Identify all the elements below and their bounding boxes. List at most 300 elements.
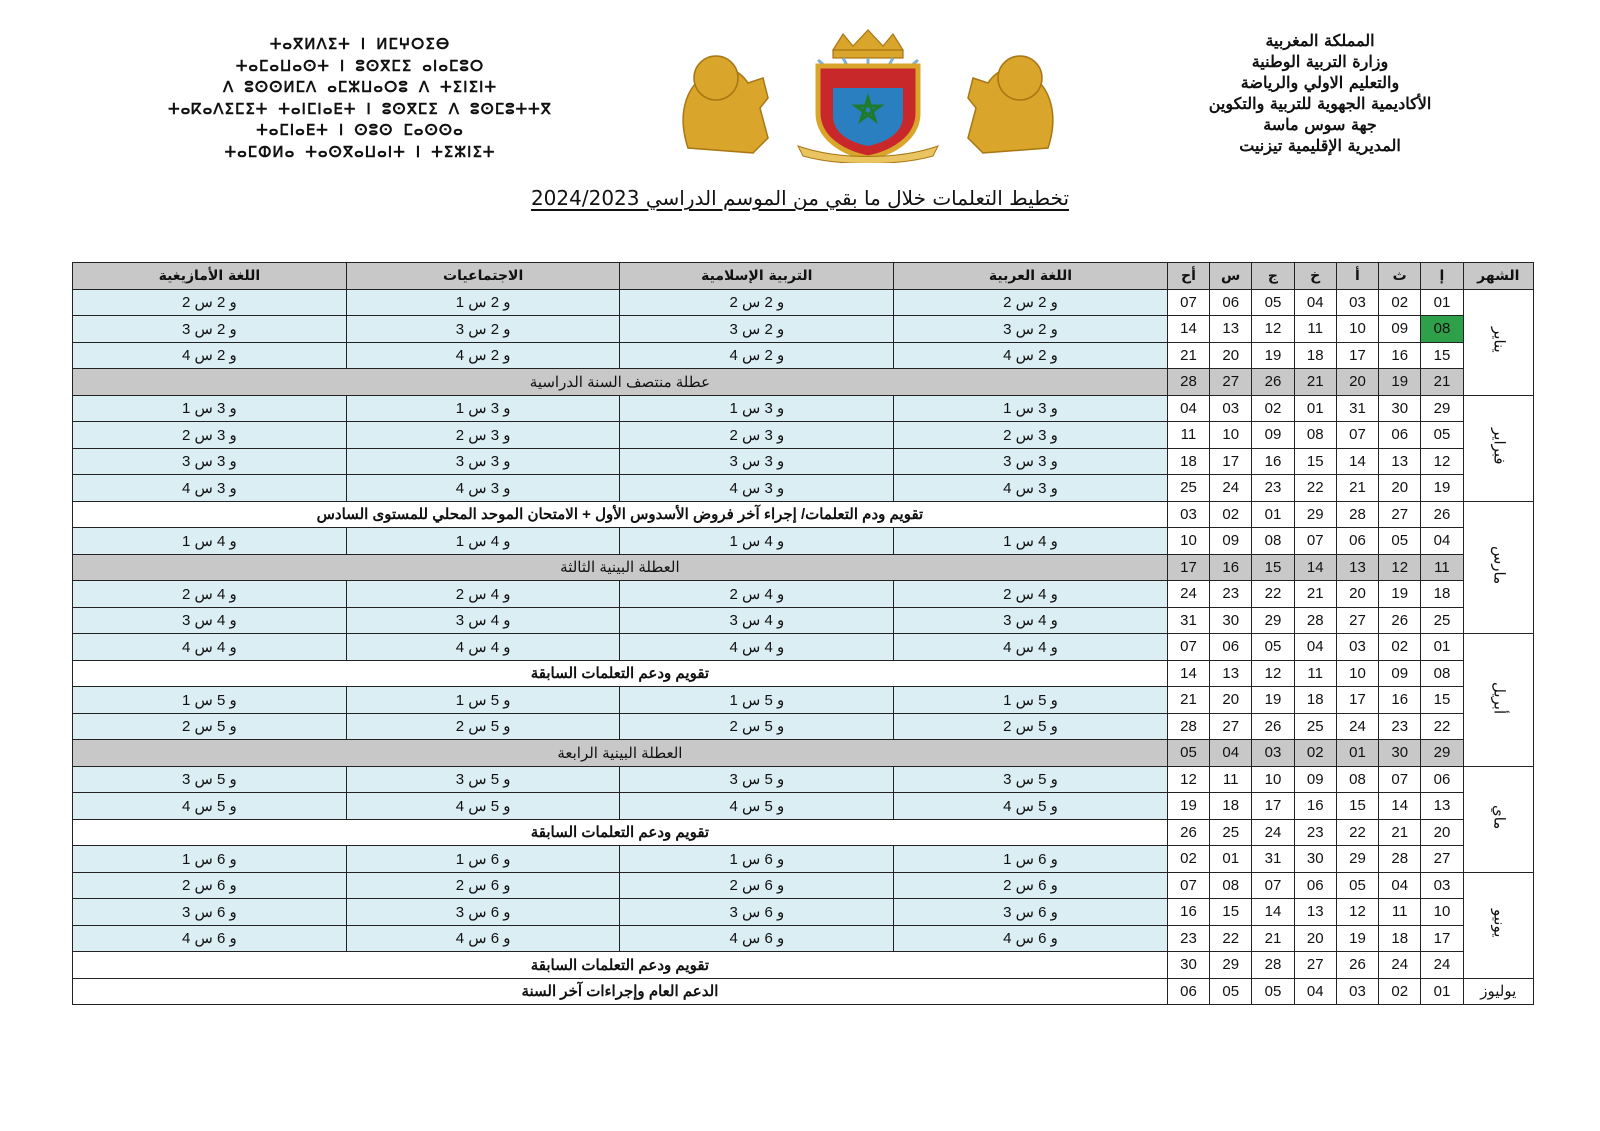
subject-cell: و 6 س 3 bbox=[346, 899, 620, 926]
learning-plan-table bbox=[72, 262, 1534, 1005]
day-cell: 24 bbox=[1167, 581, 1209, 608]
subject-cell: و 5 س 1 bbox=[894, 687, 1168, 714]
day-cell: 24 bbox=[1421, 952, 1463, 979]
note-cell: تقويم ودعم التعلمات السابقة bbox=[73, 819, 1168, 846]
table-row bbox=[73, 422, 1534, 449]
header-line: والتعليم الاولي والرياضة bbox=[1240, 73, 1400, 92]
day-cell: 20 bbox=[1336, 581, 1378, 608]
table-row bbox=[73, 740, 1534, 767]
day-cell: 05 bbox=[1336, 872, 1378, 899]
subject-cell: و 5 س 1 bbox=[346, 687, 620, 714]
day-cell: 02 bbox=[1294, 740, 1336, 767]
day-cell: 20 bbox=[1294, 925, 1336, 952]
subject-cell: و 4 س 4 bbox=[73, 634, 347, 661]
day-cell: 06 bbox=[1210, 289, 1252, 316]
table-row bbox=[73, 819, 1534, 846]
day-cell: 22 bbox=[1421, 713, 1463, 740]
day-cell: 30 bbox=[1210, 607, 1252, 634]
subject-cell: و 6 س 4 bbox=[620, 925, 894, 952]
day-cell: 31 bbox=[1336, 395, 1378, 422]
day-cell: 05 bbox=[1252, 289, 1294, 316]
table-row bbox=[73, 660, 1534, 687]
day-cell: 27 bbox=[1421, 846, 1463, 873]
day-cell: 19 bbox=[1336, 925, 1378, 952]
header-line: وزارة التربية الوطنية bbox=[1251, 52, 1389, 71]
day-cell: 21 bbox=[1336, 475, 1378, 502]
day-cell: 25 bbox=[1167, 475, 1209, 502]
day-cell: 16 bbox=[1167, 899, 1209, 926]
subject-cell: و 2 س 4 bbox=[894, 342, 1168, 369]
table-row bbox=[73, 793, 1534, 820]
subject-cell: و 4 س 2 bbox=[73, 581, 347, 608]
subject-cell: و 3 س 1 bbox=[346, 395, 620, 422]
month-label: أبريل bbox=[1490, 681, 1508, 714]
day-cell: 14 bbox=[1167, 316, 1209, 343]
subject-cell: و 5 س 4 bbox=[894, 793, 1168, 820]
day-cell: 03 bbox=[1336, 978, 1378, 1005]
day-cell: 23 bbox=[1252, 475, 1294, 502]
header-line: ⵜⴰⴽⴰⴷⵉⵎⵉⵜ ⵜⴰⵏⵎⵏⴰⴹⵜ ⵏ ⵓⵙⴳⵎⵉ ⴷ ⵓⵙⵎⵓⵜⵜⴳ bbox=[168, 99, 552, 118]
subject-cell: و 4 س 3 bbox=[620, 607, 894, 634]
column-header: أ bbox=[1336, 263, 1378, 290]
month-label: ماي bbox=[1490, 804, 1508, 830]
day-cell: 26 bbox=[1421, 501, 1463, 528]
month-cell bbox=[1463, 766, 1533, 872]
table-row bbox=[73, 554, 1534, 581]
table-row bbox=[73, 289, 1534, 316]
day-cell: 10 bbox=[1421, 899, 1463, 926]
subject-cell: و 4 س 4 bbox=[346, 634, 620, 661]
subject-cell: و 3 س 4 bbox=[73, 475, 347, 502]
column-header: اللغة الأمازيغية bbox=[73, 263, 347, 290]
day-cell: 25 bbox=[1210, 819, 1252, 846]
day-cell: 03 bbox=[1252, 740, 1294, 767]
day-cell: 24 bbox=[1336, 713, 1378, 740]
column-header: أح bbox=[1167, 263, 1209, 290]
subject-cell: و 4 س 2 bbox=[894, 581, 1168, 608]
table-row bbox=[73, 369, 1534, 396]
holiday-cell: العطلة البينية الثالثة bbox=[73, 554, 1168, 581]
day-cell: 16 bbox=[1379, 687, 1421, 714]
day-cell: 28 bbox=[1167, 369, 1209, 396]
subject-cell: و 5 س 2 bbox=[894, 713, 1168, 740]
day-cell: 25 bbox=[1294, 713, 1336, 740]
day-cell: 13 bbox=[1294, 899, 1336, 926]
subject-cell: و 6 س 2 bbox=[346, 872, 620, 899]
month-cell bbox=[1463, 501, 1533, 634]
day-cell: 21 bbox=[1167, 342, 1209, 369]
day-cell: 10 bbox=[1167, 528, 1209, 555]
subject-cell: و 6 س 1 bbox=[73, 846, 347, 873]
day-cell: 18 bbox=[1294, 687, 1336, 714]
subject-cell: و 3 س 1 bbox=[73, 395, 347, 422]
subject-cell: و 3 س 3 bbox=[73, 448, 347, 475]
day-cell: 12 bbox=[1379, 554, 1421, 581]
day-cell: 27 bbox=[1336, 607, 1378, 634]
day-cell: 11 bbox=[1294, 316, 1336, 343]
ministry-header-arabic bbox=[1105, 30, 1535, 156]
day-cell: 20 bbox=[1336, 369, 1378, 396]
day-cell: 12 bbox=[1336, 899, 1378, 926]
day-cell: 02 bbox=[1379, 634, 1421, 661]
subject-cell: و 3 س 4 bbox=[620, 475, 894, 502]
header-line: ⵜⴰⵎⵏⴰⴹⵜ ⵏ ⵙⵓⵙ ⵎⴰⵙⵙⴰ bbox=[256, 121, 464, 139]
subject-cell: و 4 س 2 bbox=[620, 581, 894, 608]
day-cell: 19 bbox=[1421, 475, 1463, 502]
day-cell: 16 bbox=[1294, 793, 1336, 820]
day-cell: 23 bbox=[1167, 925, 1209, 952]
table-row bbox=[73, 872, 1534, 899]
subject-cell: و 4 س 3 bbox=[73, 607, 347, 634]
day-cell: 04 bbox=[1294, 289, 1336, 316]
header-line: المديرية الإقليمية تيزنيت bbox=[1239, 136, 1401, 155]
table-row bbox=[73, 687, 1534, 714]
subject-cell: و 6 س 3 bbox=[620, 899, 894, 926]
subject-cell: و 2 س 4 bbox=[73, 342, 347, 369]
column-header: خ bbox=[1294, 263, 1336, 290]
subject-cell: و 4 س 1 bbox=[620, 528, 894, 555]
day-cell: 18 bbox=[1210, 793, 1252, 820]
subject-cell: و 3 س 3 bbox=[346, 448, 620, 475]
subject-cell: و 2 س 2 bbox=[73, 289, 347, 316]
day-cell: 29 bbox=[1421, 395, 1463, 422]
column-header: اللغة العربية bbox=[894, 263, 1168, 290]
column-header: الشهر bbox=[1463, 263, 1533, 290]
day-cell: 17 bbox=[1210, 448, 1252, 475]
subject-cell: و 5 س 2 bbox=[346, 713, 620, 740]
day-cell: 31 bbox=[1252, 846, 1294, 873]
day-cell: 05 bbox=[1379, 528, 1421, 555]
day-cell: 14 bbox=[1294, 554, 1336, 581]
day-cell: 22 bbox=[1210, 925, 1252, 952]
day-cell: 10 bbox=[1336, 316, 1378, 343]
subject-cell: و 5 س 4 bbox=[73, 793, 347, 820]
day-cell: 11 bbox=[1379, 899, 1421, 926]
month-cell bbox=[1463, 395, 1533, 501]
day-cell: 27 bbox=[1294, 952, 1336, 979]
day-cell: 19 bbox=[1379, 581, 1421, 608]
day-cell: 11 bbox=[1210, 766, 1252, 793]
subject-cell: و 3 س 3 bbox=[894, 448, 1168, 475]
day-cell: 13 bbox=[1421, 793, 1463, 820]
month-cell bbox=[1463, 289, 1533, 395]
day-cell: 01 bbox=[1336, 740, 1378, 767]
subject-cell: و 5 س 4 bbox=[346, 793, 620, 820]
day-cell: 20 bbox=[1421, 819, 1463, 846]
day-cell: 02 bbox=[1252, 395, 1294, 422]
day-cell: 16 bbox=[1379, 342, 1421, 369]
day-cell: 15 bbox=[1252, 554, 1294, 581]
day-cell: 13 bbox=[1210, 660, 1252, 687]
subject-cell: و 6 س 1 bbox=[346, 846, 620, 873]
subject-cell: و 6 س 3 bbox=[894, 899, 1168, 926]
day-cell: 09 bbox=[1379, 316, 1421, 343]
day-cell: 03 bbox=[1167, 501, 1209, 528]
month-cell bbox=[1463, 634, 1533, 767]
column-header: الاجتماعيات bbox=[346, 263, 620, 290]
holiday-cell: العطلة البينية الرابعة bbox=[73, 740, 1168, 767]
day-cell: 01 bbox=[1421, 289, 1463, 316]
day-cell: 07 bbox=[1252, 872, 1294, 899]
month-label: مارس bbox=[1490, 546, 1508, 585]
day-cell: 03 bbox=[1336, 634, 1378, 661]
subject-cell: و 6 س 4 bbox=[894, 925, 1168, 952]
day-cell: 13 bbox=[1210, 316, 1252, 343]
day-cell: 06 bbox=[1421, 766, 1463, 793]
day-cell: 16 bbox=[1210, 554, 1252, 581]
day-cell: 15 bbox=[1421, 342, 1463, 369]
column-header: س bbox=[1210, 263, 1252, 290]
header-line: ⵜⴰⴳⵍⴷⵉⵜ ⵏ ⵍⵎⵖⵔⵉⴱ bbox=[269, 35, 451, 53]
table-row bbox=[73, 448, 1534, 475]
table-row bbox=[73, 634, 1534, 661]
subject-cell: و 6 س 4 bbox=[346, 925, 620, 952]
day-cell: 18 bbox=[1167, 448, 1209, 475]
day-cell: 11 bbox=[1167, 422, 1209, 449]
day-cell: 27 bbox=[1210, 713, 1252, 740]
day-cell: 06 bbox=[1336, 528, 1378, 555]
subject-cell: و 5 س 3 bbox=[620, 766, 894, 793]
subject-cell: و 2 س 3 bbox=[346, 316, 620, 343]
subject-cell: و 4 س 3 bbox=[346, 607, 620, 634]
day-cell: 04 bbox=[1379, 872, 1421, 899]
day-cell: 02 bbox=[1167, 846, 1209, 873]
day-cell: 14 bbox=[1379, 793, 1421, 820]
day-cell: 01 bbox=[1210, 846, 1252, 873]
day-cell: 21 bbox=[1252, 925, 1294, 952]
ministry-header-tifinagh bbox=[140, 34, 580, 163]
day-cell: 07 bbox=[1294, 528, 1336, 555]
subject-cell: و 5 س 3 bbox=[73, 766, 347, 793]
day-cell: 10 bbox=[1210, 422, 1252, 449]
note-cell: تقويم ودعم التعلمات السابقة bbox=[73, 660, 1168, 687]
day-cell: 10 bbox=[1336, 660, 1378, 687]
day-cell: 17 bbox=[1167, 554, 1209, 581]
day-cell: 04 bbox=[1210, 740, 1252, 767]
day-cell: 24 bbox=[1252, 819, 1294, 846]
day-cell: 21 bbox=[1379, 819, 1421, 846]
day-cell: 02 bbox=[1210, 501, 1252, 528]
subject-cell: و 5 س 3 bbox=[894, 766, 1168, 793]
day-cell: 28 bbox=[1294, 607, 1336, 634]
day-cell: 01 bbox=[1421, 634, 1463, 661]
day-cell: 14 bbox=[1167, 660, 1209, 687]
day-cell: 05 bbox=[1210, 978, 1252, 1005]
subject-cell: و 6 س 3 bbox=[73, 899, 347, 926]
day-cell: 08 bbox=[1421, 316, 1463, 343]
day-cell: 05 bbox=[1167, 740, 1209, 767]
subject-cell: و 3 س 2 bbox=[620, 422, 894, 449]
month-label: يوليوز bbox=[1480, 983, 1517, 1001]
subject-cell: و 6 س 4 bbox=[73, 925, 347, 952]
day-cell: 28 bbox=[1252, 952, 1294, 979]
royal-emblem-icon bbox=[668, 28, 1068, 163]
day-cell: 01 bbox=[1421, 978, 1463, 1005]
day-cell: 12 bbox=[1421, 448, 1463, 475]
day-cell: 11 bbox=[1294, 660, 1336, 687]
header-line: الأكاديمية الجهوية للتربية والتكوين bbox=[1208, 94, 1432, 113]
day-cell: 27 bbox=[1210, 369, 1252, 396]
day-cell: 06 bbox=[1210, 634, 1252, 661]
day-cell: 09 bbox=[1252, 422, 1294, 449]
day-cell: 03 bbox=[1210, 395, 1252, 422]
day-cell: 07 bbox=[1167, 634, 1209, 661]
table-row bbox=[73, 475, 1534, 502]
day-cell: 05 bbox=[1421, 422, 1463, 449]
day-cell: 07 bbox=[1167, 872, 1209, 899]
column-header: ج bbox=[1252, 263, 1294, 290]
table-row bbox=[73, 846, 1534, 873]
day-cell: 02 bbox=[1379, 978, 1421, 1005]
day-cell: 08 bbox=[1210, 872, 1252, 899]
day-cell: 18 bbox=[1294, 342, 1336, 369]
day-cell: 20 bbox=[1379, 475, 1421, 502]
subject-cell: و 3 س 4 bbox=[894, 475, 1168, 502]
page-title-text: تخطيط التعلمات خلال ما بقي من الموسم الدراسي 2024/2023 bbox=[530, 186, 1070, 210]
day-cell: 23 bbox=[1294, 819, 1336, 846]
day-cell: 07 bbox=[1167, 289, 1209, 316]
day-cell: 19 bbox=[1252, 342, 1294, 369]
day-cell: 17 bbox=[1336, 342, 1378, 369]
day-cell: 26 bbox=[1167, 819, 1209, 846]
day-cell: 21 bbox=[1167, 687, 1209, 714]
day-cell: 09 bbox=[1294, 766, 1336, 793]
day-cell: 13 bbox=[1336, 554, 1378, 581]
day-cell: 18 bbox=[1379, 925, 1421, 952]
day-cell: 08 bbox=[1252, 528, 1294, 555]
day-cell: 10 bbox=[1252, 766, 1294, 793]
day-cell: 01 bbox=[1252, 501, 1294, 528]
day-cell: 02 bbox=[1379, 289, 1421, 316]
subject-cell: و 2 س 1 bbox=[346, 289, 620, 316]
day-cell: 27 bbox=[1379, 501, 1421, 528]
day-cell: 08 bbox=[1336, 766, 1378, 793]
day-cell: 15 bbox=[1336, 793, 1378, 820]
subject-cell: و 4 س 4 bbox=[894, 634, 1168, 661]
month-label: يناير bbox=[1490, 327, 1508, 353]
day-cell: 14 bbox=[1336, 448, 1378, 475]
note-cell: تقويم ودعم التعلمات السابقة bbox=[73, 952, 1168, 979]
subject-cell: و 6 س 1 bbox=[894, 846, 1168, 873]
day-cell: 06 bbox=[1379, 422, 1421, 449]
month-label: فبراير bbox=[1490, 427, 1508, 465]
day-cell: 30 bbox=[1379, 740, 1421, 767]
table-row bbox=[73, 766, 1534, 793]
subject-cell: و 4 س 3 bbox=[894, 607, 1168, 634]
header-line: المملكة المغربية bbox=[1265, 31, 1375, 50]
day-cell: 25 bbox=[1421, 607, 1463, 634]
day-cell: 05 bbox=[1252, 978, 1294, 1005]
day-cell: 09 bbox=[1379, 660, 1421, 687]
day-cell: 24 bbox=[1379, 952, 1421, 979]
table-body bbox=[73, 289, 1534, 1005]
subject-cell: و 6 س 1 bbox=[620, 846, 894, 873]
day-cell: 21 bbox=[1421, 369, 1463, 396]
header-line: ⴷ ⵓⵙⵙⵍⵎⴷ ⴰⵎⵣⵡⴰⵔⵓ ⴷ ⵜⵉⵏⵉⵏⵜ bbox=[222, 78, 497, 96]
day-cell: 04 bbox=[1294, 978, 1336, 1005]
column-header: التربية الإسلامية bbox=[620, 263, 894, 290]
day-cell: 20 bbox=[1210, 342, 1252, 369]
table-row bbox=[73, 925, 1534, 952]
day-cell: 16 bbox=[1252, 448, 1294, 475]
subject-cell: و 4 س 2 bbox=[346, 581, 620, 608]
subject-cell: و 2 س 3 bbox=[894, 316, 1168, 343]
table-row bbox=[73, 607, 1534, 634]
subject-cell: و 5 س 1 bbox=[73, 687, 347, 714]
subject-cell: و 2 س 2 bbox=[894, 289, 1168, 316]
subject-cell: و 5 س 4 bbox=[620, 793, 894, 820]
subject-cell: و 3 س 1 bbox=[620, 395, 894, 422]
subject-cell: و 3 س 2 bbox=[73, 422, 347, 449]
subject-cell: و 6 س 2 bbox=[894, 872, 1168, 899]
day-cell: 26 bbox=[1336, 952, 1378, 979]
subject-cell: و 5 س 2 bbox=[73, 713, 347, 740]
day-cell: 13 bbox=[1379, 448, 1421, 475]
day-cell: 21 bbox=[1294, 581, 1336, 608]
table-row bbox=[73, 528, 1534, 555]
day-cell: 30 bbox=[1167, 952, 1209, 979]
day-cell: 15 bbox=[1294, 448, 1336, 475]
day-cell: 24 bbox=[1210, 475, 1252, 502]
day-cell: 03 bbox=[1421, 872, 1463, 899]
day-cell: 29 bbox=[1336, 846, 1378, 873]
day-cell: 22 bbox=[1252, 581, 1294, 608]
table-row bbox=[73, 395, 1534, 422]
note-cell: الدعم العام وإجراءات آخر السنة bbox=[73, 978, 1168, 1005]
day-cell: 29 bbox=[1294, 501, 1336, 528]
day-cell: 12 bbox=[1252, 660, 1294, 687]
day-cell: 06 bbox=[1167, 978, 1209, 1005]
day-cell: 30 bbox=[1379, 395, 1421, 422]
column-header: ث bbox=[1379, 263, 1421, 290]
month-cell bbox=[1463, 978, 1533, 1005]
day-cell: 26 bbox=[1379, 607, 1421, 634]
table-row bbox=[73, 581, 1534, 608]
day-cell: 03 bbox=[1336, 289, 1378, 316]
day-cell: 28 bbox=[1167, 713, 1209, 740]
subject-cell: و 5 س 3 bbox=[346, 766, 620, 793]
subject-cell: و 3 س 3 bbox=[620, 448, 894, 475]
page-title bbox=[420, 186, 1180, 210]
day-cell: 26 bbox=[1252, 713, 1294, 740]
subject-cell: و 6 س 2 bbox=[73, 872, 347, 899]
day-cell: 28 bbox=[1379, 846, 1421, 873]
day-cell: 08 bbox=[1421, 660, 1463, 687]
day-cell: 18 bbox=[1421, 581, 1463, 608]
day-cell: 31 bbox=[1167, 607, 1209, 634]
subject-cell: و 4 س 1 bbox=[346, 528, 620, 555]
day-cell: 17 bbox=[1421, 925, 1463, 952]
day-cell: 15 bbox=[1210, 899, 1252, 926]
day-cell: 29 bbox=[1421, 740, 1463, 767]
subject-cell: و 3 س 2 bbox=[894, 422, 1168, 449]
table-row bbox=[73, 501, 1534, 528]
holiday-cell: عطلة منتصف السنة الدراسية bbox=[73, 369, 1168, 396]
day-cell: 23 bbox=[1379, 713, 1421, 740]
day-cell: 12 bbox=[1167, 766, 1209, 793]
table-row bbox=[73, 316, 1534, 343]
day-cell: 07 bbox=[1379, 766, 1421, 793]
subject-cell: و 6 س 2 bbox=[620, 872, 894, 899]
day-cell: 17 bbox=[1336, 687, 1378, 714]
table-header-row bbox=[73, 263, 1534, 290]
header-line: ⵜⴰⵎⴰⵡⴰⵙⵜ ⵏ ⵓⵙⴳⵎⵉ ⴰⵏⴰⵎⵓⵔ bbox=[235, 56, 485, 75]
day-cell: 07 bbox=[1336, 422, 1378, 449]
day-cell: 29 bbox=[1252, 607, 1294, 634]
subject-cell: و 3 س 4 bbox=[346, 475, 620, 502]
day-cell: 19 bbox=[1252, 687, 1294, 714]
header-line: ⵜⴰⵎⵀⵍⴰ ⵜⴰⵙⴳⴰⵡⴰⵏⵜ ⵏ ⵜⵉⵣⵏⵉⵜ bbox=[224, 142, 496, 161]
